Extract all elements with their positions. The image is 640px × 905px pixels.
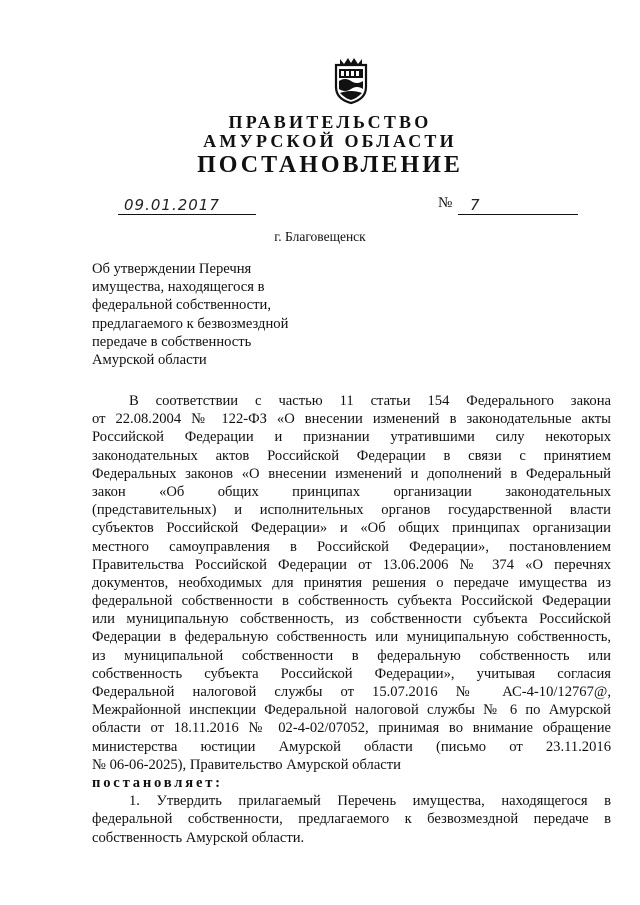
- item-line: федеральной собственности, предлагаемого к безвозмездной передаче в: [92, 811, 611, 828]
- item-line: 1. Утвердить прилагаемый Перечень имущества, находящегося в: [129, 793, 611, 810]
- body-line: Федеральной налоговой службы от 15.07.2016 № АС-4-10/12767@,: [92, 684, 611, 700]
- body-line: закон «Об общих принципах организации законодательных: [92, 483, 611, 500]
- item-line: собственность Амурской области.: [92, 829, 305, 846]
- subject-line: Об утверждении Перечня: [92, 261, 252, 277]
- subject-line: предлагаемого к безвозмездной: [92, 315, 289, 332]
- body-line: документов, необходимых для принятия решения о передаче имущества из: [92, 574, 611, 591]
- government-name-line1: ПРАВИТЕЛЬСТВО: [228, 112, 432, 132]
- decree-word: постановляет:: [92, 774, 223, 791]
- subject-line: передаче в собственность: [92, 333, 252, 350]
- document-body: [92, 392, 611, 847]
- subject-line: федеральной собственности,: [92, 297, 271, 314]
- body-line: местного самоуправления в Российской Федерации», постановлением: [92, 538, 611, 555]
- document-date: 09.01.2017: [118, 196, 256, 215]
- body-line: Российской Федерации и признании утратившими силу некоторых: [92, 429, 611, 446]
- body-line: Правительства Российской Федерации от 13.06.2006 № 374 «О перечнях: [92, 556, 611, 573]
- body-line: или муниципальную собственность, из собственности субъекта Российской: [92, 611, 611, 628]
- body-line: федеральной собственности в собственность субъекта Российской Федерации: [92, 593, 611, 610]
- body-line: министерства юстиции Амурской области (письмо от 23.11.2016: [92, 738, 611, 755]
- document-subject: [92, 260, 322, 369]
- document-type-title: ПОСТАНОВЛЕНИЕ: [197, 152, 463, 178]
- body-line: № 06-06-2025), Правительство Амурской области: [92, 756, 401, 773]
- subject-line: имущества, находящегося в: [92, 279, 265, 296]
- body-line: из муниципальной собственности в федеральную собственность или: [92, 647, 611, 664]
- body-line: субъектов Российской Федерации» и «Об общих принципах организации: [92, 520, 611, 537]
- body-line: (представительных) и исполнительных органов государственной власти: [92, 502, 611, 519]
- government-name-line2: АМУРСКОЙ ОБЛАСТИ: [203, 131, 457, 151]
- subject-line: Амурской области: [92, 352, 207, 369]
- city-line: г. Благовещенск: [274, 229, 366, 244]
- body-line: области от 18.11.2016 № 02-4-02/07052, принимая во внимание обращение: [92, 720, 611, 737]
- coat-of-arms-icon: [330, 55, 372, 105]
- body-line: В соответствии с частью 11 статьи 154 Федерального закона: [129, 393, 611, 409]
- body-line: Федерации в федеральную собственность или муниципальную собственность,: [92, 629, 611, 646]
- body-line: собственность субъекта Российской Федерации», учитывая согласия: [92, 665, 611, 682]
- body-line: Межрайонной инспекции Федеральной налоговой службы № 6 по Амурской: [92, 702, 611, 719]
- number-label: №: [438, 195, 453, 211]
- document-number: 7: [458, 196, 578, 215]
- body-line: законодательных актов Российской Федерации в связи с принятием: [92, 447, 611, 464]
- body-line: Федеральных законов «О внесении изменений и дополнений в Федеральный: [92, 465, 611, 482]
- body-line: от 22.08.2004 № 122-ФЗ «О внесении изменений в законодательные акты: [92, 411, 611, 428]
